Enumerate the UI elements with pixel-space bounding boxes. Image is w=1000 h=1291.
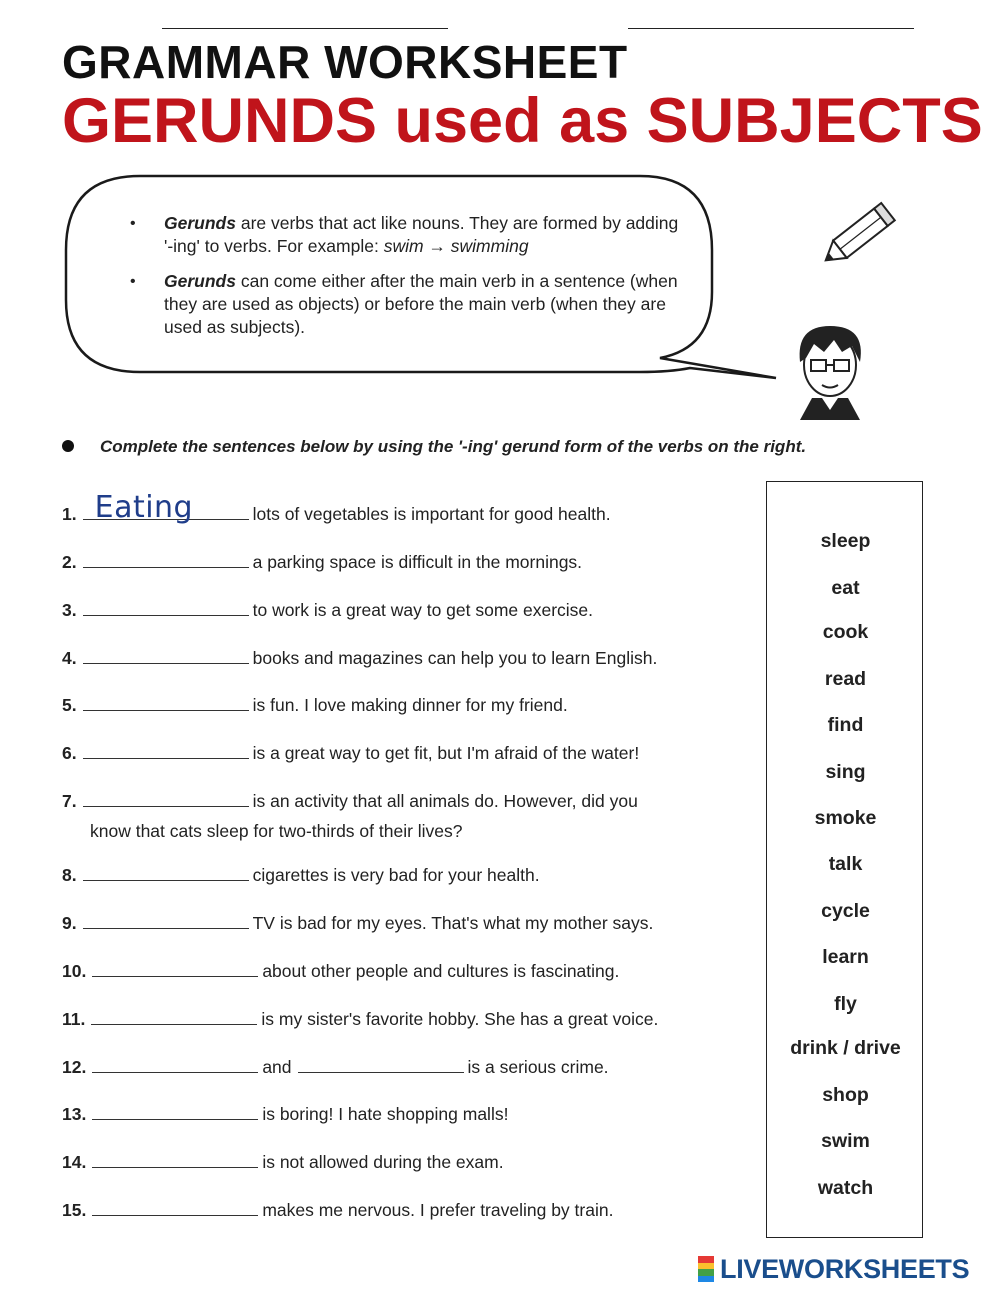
question-number: 8. bbox=[62, 865, 77, 885]
verb-list-box bbox=[766, 481, 923, 1238]
bullet-icon bbox=[62, 440, 74, 452]
question-2 bbox=[62, 547, 582, 577]
question-text: TV is bad for my eyes. That's what my mother says. bbox=[252, 913, 654, 933]
term: Gerunds bbox=[164, 213, 236, 233]
question-connector: and bbox=[262, 1057, 292, 1077]
answer-blank[interactable] bbox=[83, 740, 249, 759]
verb-learn: learn bbox=[822, 946, 869, 968]
question-5 bbox=[62, 690, 568, 720]
question-number: 13. bbox=[62, 1104, 87, 1124]
info-text: are verbs that act like nouns. They are formed by adding '-ing' to verbs. For example: bbox=[164, 213, 679, 256]
question-text: a parking space is difficult in the mornings. bbox=[252, 552, 583, 572]
verb-sing: sing bbox=[825, 761, 866, 783]
question-text: to work is a great way to get some exercise. bbox=[252, 600, 594, 620]
question-text: cigarettes is very bad for your health. bbox=[252, 865, 540, 885]
question-3 bbox=[62, 595, 593, 625]
question-14 bbox=[62, 1147, 504, 1177]
answer-blank[interactable] bbox=[92, 1054, 258, 1073]
term: Gerunds bbox=[164, 271, 236, 291]
answer-blank[interactable] bbox=[83, 549, 249, 568]
verb-sleep: sleep bbox=[820, 530, 871, 552]
liveworksheets-logo[interactable] bbox=[698, 1253, 969, 1285]
question-11 bbox=[62, 1004, 658, 1034]
answer-blank[interactable] bbox=[83, 788, 249, 807]
pencil-icon bbox=[819, 203, 895, 269]
verb-read: read bbox=[824, 668, 867, 690]
answer-blank[interactable] bbox=[83, 692, 249, 711]
gerund-info bbox=[130, 212, 690, 351]
question-number: 15. bbox=[62, 1200, 87, 1220]
verb-talk: talk bbox=[828, 853, 863, 875]
verb-cook: cook bbox=[822, 621, 869, 643]
answer-blank[interactable] bbox=[83, 862, 249, 881]
example-to: swimming bbox=[450, 236, 529, 256]
question-4 bbox=[62, 643, 657, 673]
verb-drink-drive: drink / drive bbox=[790, 1037, 901, 1059]
answer-blank[interactable] bbox=[83, 645, 249, 664]
info-bullet-2 bbox=[130, 270, 690, 339]
liveworksheets-logo-icon bbox=[698, 1256, 714, 1282]
logo-text: LIVEWORKSHEETS bbox=[720, 1253, 970, 1284]
answer-blank[interactable] bbox=[92, 1197, 258, 1216]
question-10 bbox=[62, 956, 619, 986]
verb-smoke: smoke bbox=[814, 807, 877, 829]
question-text: is not allowed during the exam. bbox=[262, 1152, 504, 1172]
verb-watch: watch bbox=[817, 1177, 874, 1199]
question-9 bbox=[62, 908, 653, 938]
question-number: 2. bbox=[62, 552, 77, 572]
answer-blank[interactable] bbox=[92, 1149, 258, 1168]
example-from: swim bbox=[383, 236, 424, 256]
question-6 bbox=[62, 738, 639, 768]
question-number: 9. bbox=[62, 913, 77, 933]
question-number: 14. bbox=[62, 1152, 87, 1172]
question-text: makes me nervous. I prefer traveling by train. bbox=[262, 1200, 614, 1220]
question-text: is a great way to get fit, but I'm afraid of the water! bbox=[252, 743, 640, 763]
answer-text: Eating bbox=[94, 490, 194, 525]
verb-cycle: cycle bbox=[821, 900, 870, 922]
question-7-continuation: know that cats sleep for two-thirds of their lives? bbox=[90, 821, 463, 841]
question-number: 4. bbox=[62, 648, 77, 668]
question-text: books and magazines can help you to learn English. bbox=[252, 648, 658, 668]
question-text: is fun. I love making dinner for my friend. bbox=[252, 695, 568, 715]
answer-blank[interactable] bbox=[92, 1101, 258, 1120]
question-text: is a serious crime. bbox=[467, 1057, 609, 1077]
verb-find: find bbox=[827, 714, 864, 736]
question-8 bbox=[62, 860, 540, 890]
question-number: 5. bbox=[62, 695, 77, 715]
question-15 bbox=[62, 1195, 613, 1225]
verb-swim: swim bbox=[821, 1130, 870, 1152]
verb-fly: fly bbox=[834, 993, 857, 1015]
arrow-icon: → bbox=[423, 236, 451, 256]
question-number: 7. bbox=[62, 791, 77, 811]
bullet-icon: • bbox=[130, 273, 136, 290]
question-text: is boring! I hate shopping malls! bbox=[262, 1104, 509, 1124]
answer-blank[interactable] bbox=[83, 490, 249, 525]
character-icon bbox=[800, 326, 861, 420]
question-text: is my sister's favorite hobby. She has a great voice. bbox=[261, 1009, 659, 1029]
info-text: can come either after the main verb in a sentence (when they are used as objects) or before the main verb (when they are used as subjects). bbox=[164, 271, 678, 337]
worksheet-subtitle: GERUNDS used as SUBJECTS bbox=[62, 86, 983, 156]
question-number: 11. bbox=[62, 1009, 86, 1029]
answer-blank[interactable] bbox=[92, 958, 258, 977]
instruction bbox=[62, 437, 806, 457]
worksheet-title: GRAMMAR WORKSHEET bbox=[62, 36, 628, 88]
answer-blank[interactable] bbox=[91, 1006, 257, 1025]
question-number: 6. bbox=[62, 743, 77, 763]
question-7 bbox=[62, 786, 638, 816]
info-bullet-1 bbox=[130, 212, 690, 258]
question-number: 10. bbox=[62, 961, 87, 981]
question-12 bbox=[62, 1052, 609, 1082]
verb-eat: eat bbox=[831, 577, 860, 599]
question-number: 12. bbox=[62, 1057, 87, 1077]
question-text: about other people and cultures is fascinating. bbox=[262, 961, 620, 981]
question-text: is an activity that all animals do. However, did you bbox=[252, 791, 638, 811]
question-text: lots of vegetables is important for good health. bbox=[252, 504, 611, 524]
question-13 bbox=[62, 1099, 508, 1129]
instruction-text: Complete the sentences below by using the '-ing' gerund form of the verbs on the right. bbox=[100, 437, 807, 456]
answer-blank[interactable] bbox=[83, 597, 249, 616]
answer-blank-2[interactable] bbox=[298, 1054, 464, 1073]
question-number: 1. bbox=[62, 504, 77, 524]
answer-blank[interactable] bbox=[83, 910, 249, 929]
bullet-icon: • bbox=[130, 215, 136, 232]
question-number: 3. bbox=[62, 600, 77, 620]
verb-shop: shop bbox=[822, 1084, 869, 1106]
question-1 bbox=[62, 490, 611, 529]
